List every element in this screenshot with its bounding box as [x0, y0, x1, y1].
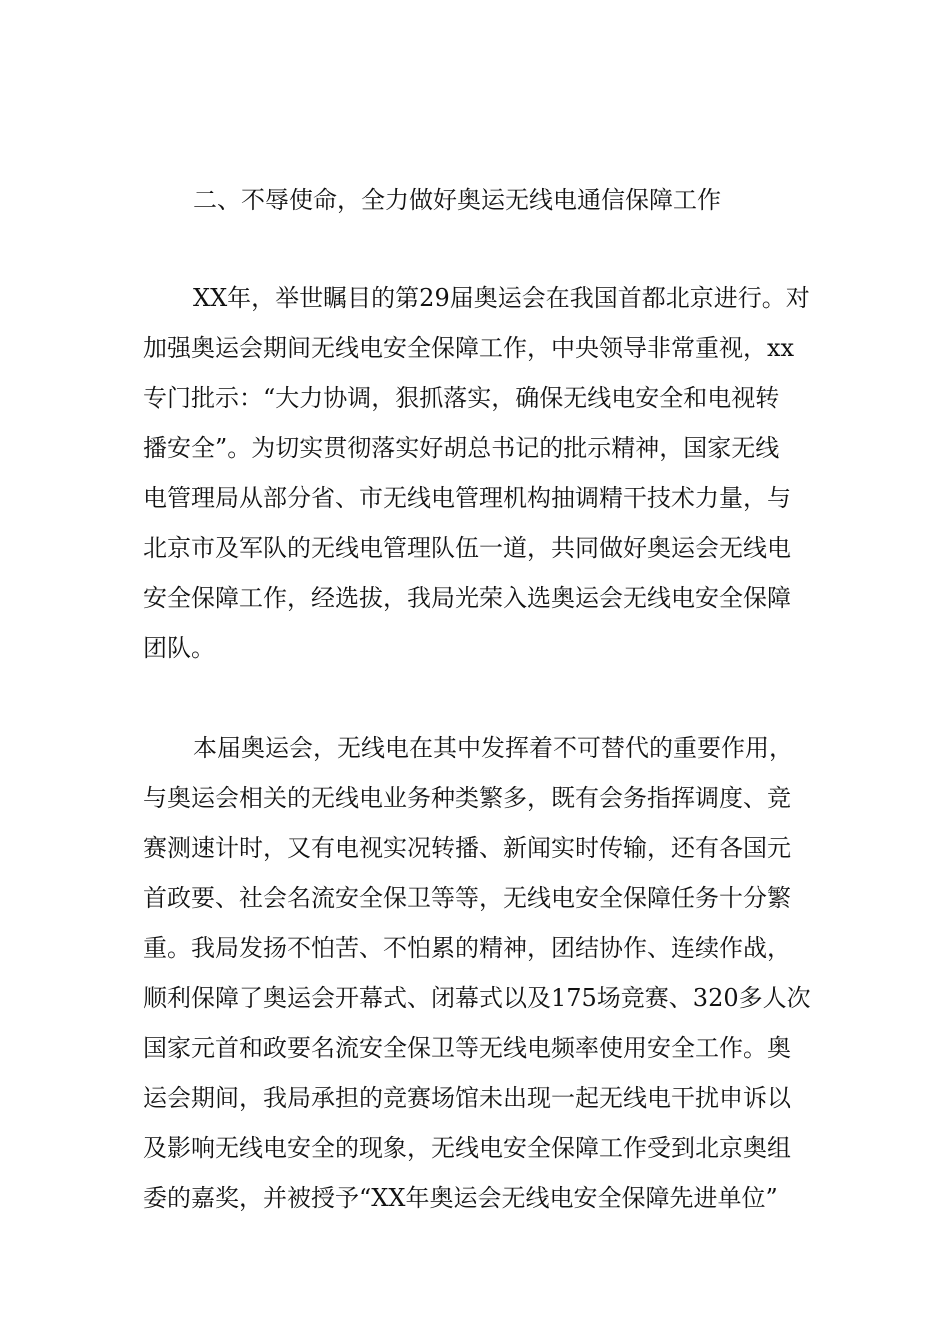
paragraph-line: 加强奥运会期间无线电安全保障工作，中央领导非常重视，xx	[143, 334, 795, 362]
paragraph-1	[143, 273, 808, 673]
paragraph-line: 安全保障工作，经选拔，我局光荣入选奥运会无线电安全保障	[143, 584, 791, 612]
paragraph-line: 首政要、社会名流安全保卫等等，无线电安全保障任务十分繁	[143, 884, 791, 912]
paragraph-line: XX年，举世瞩目的第29届奥运会在我国首都北京进行。对	[193, 284, 810, 312]
paragraph-line: 运会期间，我局承担的竞赛场馆未出现一起无线电干扰申诉以	[143, 1084, 791, 1112]
paragraph-line: 专门批示：“大力协调，狠抓落实，确保无线电安全和电视转	[143, 384, 780, 412]
paragraph-line: 国家元首和政要名流安全保卫等无线电频率使用安全工作。奥	[143, 1034, 791, 1062]
paragraph-line: 播安全”。为切实贯彻落实好胡总书记的批示精神，国家无线	[143, 434, 780, 462]
paragraph-line: 团队。	[143, 634, 215, 662]
paragraph-line: 赛测速计时，又有电视实况转播、新闻实时传输，还有各国元	[143, 834, 791, 862]
paragraph-line: 北京市及军队的无线电管理队伍一道，共同做好奥运会无线电	[143, 534, 791, 562]
paragraph-line: 与奥运会相关的无线电业务种类繁多，既有会务指挥调度、竞	[143, 784, 791, 812]
section-heading: 二、不辱使命，全力做好奥运无线电通信保障工作	[193, 186, 721, 214]
paragraph-line: 重。我局发扬不怕苦、不怕累的精神，团结协作、连续作战，	[143, 934, 791, 962]
paragraph-2	[143, 723, 811, 1223]
paragraph-line: 顺利保障了奥运会开幕式、闭幕式以及175场竞赛、320多人次	[143, 984, 811, 1012]
paragraph-line: 本届奥运会，无线电在其中发挥着不可替代的重要作用，	[193, 734, 793, 762]
paragraph-line: 委的嘉奖，并被授予“XX年奥运会无线电安全保障先进单位”	[143, 1184, 778, 1212]
paragraph-line: 电管理局从部分省、市无线电管理机构抽调精干技术力量，与	[143, 484, 791, 512]
paragraph-line: 及影响无线电安全的现象，无线电安全保障工作受到北京奥组	[143, 1134, 791, 1162]
